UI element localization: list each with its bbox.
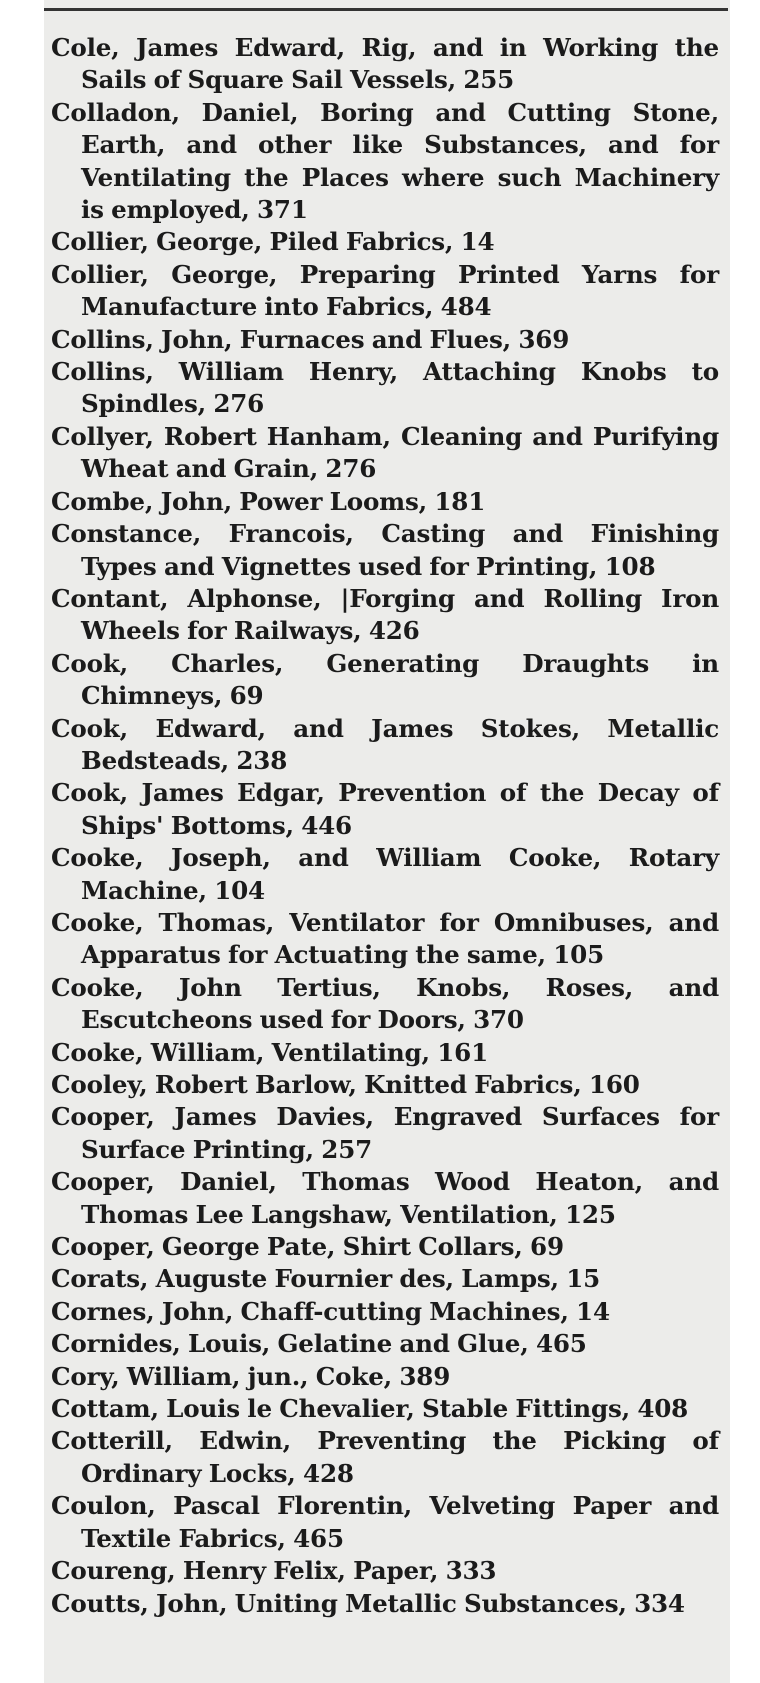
index-entry: Cooke, William, Ventilating, 161	[51, 1037, 489, 1067]
index-entry: Cooke, Joseph, and William Cooke, Rotary Machine, 104	[51, 843, 719, 905]
index-entry: Cottam, Louis le Chevalier, Stable Fittings, 408	[51, 1394, 689, 1424]
index-entry: Cooley, Robert Barlow, Knitted Fabrics, 160	[51, 1070, 640, 1099]
top-rule	[44, 8, 728, 11]
index-entry: Collier, George, Piled Fabrics, 14	[51, 227, 495, 257]
index-entry: Combe, John, Power Looms, 181	[51, 486, 486, 516]
index-entry: Collyer, Robert Hanham, Cleaning and Purifying Wheat and Grain, 276	[51, 421, 719, 484]
index-entry: Cook, James Edgar, Prevention of the Decay of Ships' Bottoms, 446	[51, 778, 719, 840]
index-entry: Cooper, James Davies, Engraved Surfaces for Surface Printing, 257	[51, 1102, 719, 1164]
index-entry: Collins, John, Furnaces and Flues, 369	[51, 324, 570, 354]
index-entry: Cory, William, jun., Coke, 389	[51, 1361, 451, 1391]
index-entry: Coulon, Pascal Florentin, Velveting Paper and Textile Fabrics, 465	[51, 1491, 719, 1553]
index-entry: Cotterill, Edwin, Preventing the Picking of Ordinary Locks, 428	[51, 1426, 719, 1488]
index-entry: Coureng, Henry Felix, Paper, 333	[51, 1556, 497, 1586]
index-entry: Cooke, John Tertius, Knobs, Roses, and Escutcheons used for Doors, 370	[51, 972, 719, 1035]
index-entry: Constance, Francois, Casting and Finishing Types and Vignettes used for Printing, 108	[51, 519, 719, 581]
index-entry: Cornides, Louis, Gelatine and Glue, 465	[51, 1329, 587, 1359]
index-entry: Cooper, George Pate, Shirt Collars, 69	[51, 1232, 564, 1262]
index-entry: Contant, Alphonse, |Forging and Rolling Iron Wheels for Railways, 426	[51, 583, 719, 646]
index-entry: Cornes, John, Chaff-cutting Machines, 14	[51, 1296, 610, 1326]
index-entry: Collins, William Henry, Attaching Knobs to Spindles, 276	[51, 357, 719, 419]
index-entry: Coutts, John, Uniting Metallic Substances, 334	[51, 1588, 685, 1618]
index-entry: Cooke, Thomas, Ventilator for Omnibuses, and Apparatus for Actuating the same, 105	[51, 907, 719, 970]
index-entry: Cole, James Edward, Rig, and in Working the Sails of Square Sail Vessels, 255	[51, 33, 719, 95]
index-entry: Cook, Edward, and James Stokes, Metallic Bedsteads, 238	[51, 713, 719, 775]
index-entry: Corats, Auguste Fournier des, Lamps, 15	[51, 1264, 601, 1294]
index-entry: Cooper, Daniel, Thomas Wood Heaton, and Thomas Lee Langshaw, Ventilation, 125	[51, 1167, 719, 1229]
index-entry-list	[51, 32, 719, 1620]
index-entry: Cook, Charles, Generating Draughts in Chimneys, 69	[51, 648, 719, 711]
index-entry: Colladon, Daniel, Boring and Cutting Stone, Earth, and other like Substances, and for Ventilating the Places where such Machinery is employed, 371	[51, 97, 719, 225]
index-entry: Collier, George, Preparing Printed Yarns for Manufacture into Fabrics, 484	[51, 259, 719, 322]
